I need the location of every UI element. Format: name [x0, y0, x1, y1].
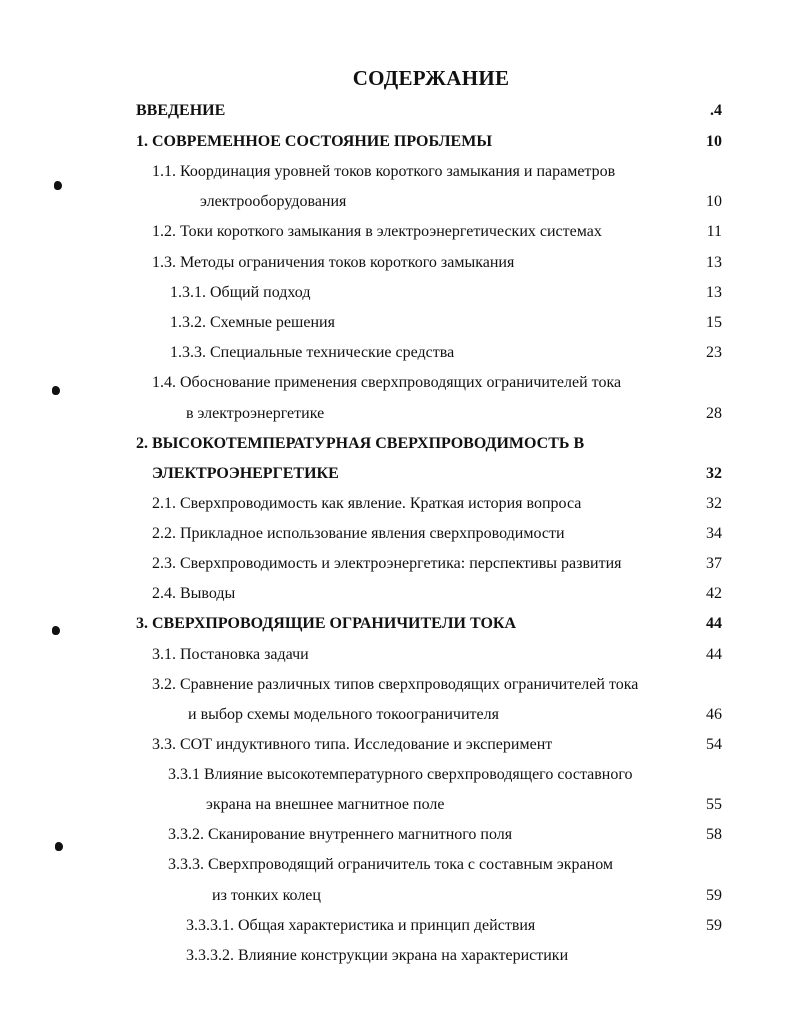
toc-entry-text: экрана на внешнее магнитное поле — [206, 796, 445, 813]
toc-entry-text: и выбор схемы модельного токоограничителя — [188, 706, 499, 723]
toc-entry-text: из тонких колец — [212, 887, 321, 904]
toc-entry-page: 54 — [706, 736, 722, 753]
toc-entry-text: 1.4. Обоснование применения сверхпроводящих ограничителей тока — [152, 374, 622, 391]
toc-entry-page: 44 — [706, 646, 722, 663]
toc-entry-text: в электроэнергетике — [186, 405, 325, 422]
toc-entry-page: 10 — [706, 133, 722, 150]
toc-entry-text: ВВЕДЕНИЕ — [136, 102, 226, 119]
toc-entry-text: 1.3.3. Специальные технические средства — [170, 344, 455, 361]
toc-entry-text: 3.1. Постановка задачи — [152, 646, 309, 663]
page-title: СОДЕРЖАНИЕ — [352, 66, 510, 90]
toc-entry-text: 1.2. Токи короткого замыкания в электроэнергетических системах — [152, 223, 602, 240]
toc-entry-text: 3.3.3. Сверхпроводящий ограничитель тока с составным экраном — [168, 856, 614, 873]
toc-entry-page: 58 — [706, 826, 722, 843]
toc-entry-page: 10 — [706, 193, 722, 210]
punch-hole-mark — [55, 842, 63, 851]
toc-entry-text: 1.3.2. Схемные решения — [170, 314, 335, 331]
toc-entry-text: электрооборудования — [200, 193, 347, 210]
toc-entry-page: 23 — [706, 344, 722, 361]
toc-entry-page: 59 — [706, 887, 722, 904]
toc-entry-page: .4 — [710, 102, 722, 119]
toc-entry-page: 13 — [706, 254, 722, 271]
toc-entry-text: 2.2. Прикладное использование явления сверхпроводимости — [152, 525, 565, 542]
toc-entry-text: 1.3.1. Общий подход — [170, 284, 311, 301]
toc-entry-page: 13 — [706, 284, 722, 301]
toc-entry-page: 15 — [706, 314, 722, 331]
toc-entry-text: 1.1. Координация уровней токов короткого замыкания и параметров — [152, 163, 616, 180]
toc-entry-text: ЭЛЕКТРОЭНЕРГЕТИКЕ — [152, 465, 339, 482]
toc-entry-text: 2.4. Выводы — [152, 585, 236, 602]
toc-entry-page: 46 — [706, 706, 722, 723]
toc-entry-page: 42 — [706, 585, 722, 602]
punch-hole-mark — [52, 626, 60, 635]
toc-entry-page: 55 — [706, 796, 722, 813]
toc-entry-page: 11 — [706, 223, 722, 240]
toc-entry-text: 1. СОВРЕМЕННОЕ СОСТОЯНИЕ ПРОБЛЕМЫ — [136, 133, 493, 150]
toc-entry-text: 3.2. Сравнение различных типов сверхпроводящих ограничителей тока — [152, 676, 639, 693]
toc-entry-page: 59 — [706, 917, 722, 934]
toc-entry-text: 2.3. Сверхпроводимость и электроэнергетика: перспективы развития — [152, 555, 622, 572]
toc-entry-page: 32 — [706, 495, 722, 512]
toc-entry-page: 37 — [706, 555, 722, 572]
toc-entry-text: 3.3.3.2. Влияние конструкции экрана на характеристики — [186, 947, 569, 964]
toc-entry-page: 44 — [706, 615, 722, 632]
toc-entry-page: 28 — [706, 405, 722, 422]
toc-entry-text: 3.3. СОТ индуктивного типа. Исследование и эксперимент — [152, 736, 553, 753]
toc-entry-text: 3. СВЕРХПРОВОДЯЩИЕ ОГРАНИЧИТЕЛИ ТОКА — [136, 615, 517, 632]
toc-entry-text: 1.3. Методы ограничения токов короткого замыкания — [152, 254, 515, 271]
toc-entry-page: 32 — [706, 465, 722, 482]
punch-hole-mark — [54, 181, 62, 190]
toc-entry-text: 3.3.1 Влияние высокотемпературного сверхпроводящего составного — [168, 766, 633, 783]
toc-entry-text: 3.3.2. Сканирование внутреннего магнитного поля — [168, 826, 513, 843]
punch-hole-mark — [52, 386, 60, 395]
toc-entry-text: 2.1. Сверхпроводимость как явление. Краткая история вопроса — [152, 495, 582, 512]
toc-entry-text: 2. ВЫСОКОТЕМПЕРАТУРНАЯ СВЕРХПРОВОДИМОСТЬ В — [136, 435, 585, 452]
toc-entry-text: 3.3.3.1. Общая характеристика и принцип действия — [186, 917, 536, 934]
toc-entry-page: 34 — [706, 525, 722, 542]
